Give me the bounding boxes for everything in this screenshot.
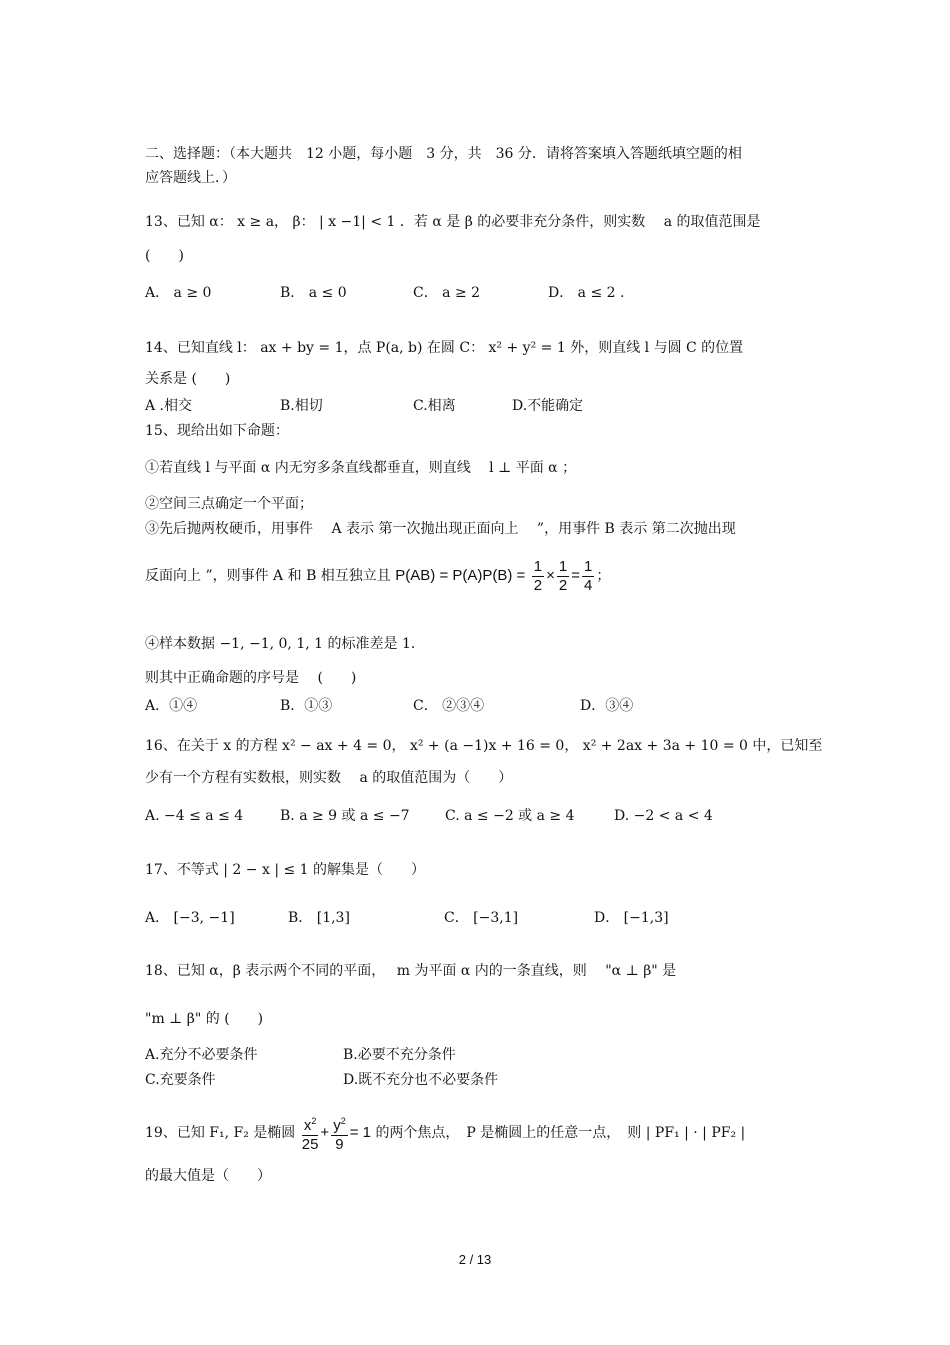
q14-stem: 14、已知直线 l： ax + by = 1，点 P(a, b) 在圆 C： x² + y² = 1 外，则直线 l 与圆 C 的位置 <box>145 340 744 356</box>
q15-option-c: C． ②③④ <box>413 698 485 714</box>
q15-ask: 则其中正确命题的序号是 ( ) <box>145 670 357 686</box>
q19-pre: 19、已知 F₁, F₂ 是椭圆 <box>145 1125 296 1141</box>
q17-stem: 17、不等式 | 2 − x | ≤ 1 的解集是（ ） <box>145 862 426 878</box>
q13-option-d: D． a ≤ 2 . <box>548 285 625 301</box>
q15-proposition-4: ④样本数据 −1, −1, 0, 1, 1 的标准差是 1． <box>145 636 425 652</box>
q14-option-a: A .相交 <box>145 398 193 414</box>
q16-option-c: C. a ≤ −2 或 a ≥ 4 <box>445 808 575 824</box>
q16-option-b: B. a ≥ 9 或 a ≤ −7 <box>280 808 410 824</box>
q16-stem: 16、在关于 x 的方程 x² − ax + 4 = 0， x² + (a −1)x + 16 = 0， x² + 2ax + 3a + 10 = 0 中，已知至 <box>145 738 823 754</box>
q15-option-a: A．①④ <box>145 698 198 714</box>
section-header-line2: 应答题线上．） <box>145 170 236 186</box>
q16-line2: 少有一个方程有实数根，则实数 a 的取值范围为（ ） <box>145 770 513 786</box>
q15-stem: 15、现给出如下命题： <box>145 423 289 439</box>
q17-option-a: A． [−3, −1] <box>145 910 235 926</box>
q14-line2: 关系是 ( ) <box>145 371 231 387</box>
q14-option-c: C.相离 <box>413 398 456 414</box>
q14-option-d: D.不能确定 <box>512 398 584 414</box>
q18-option-c: C.充要条件 <box>145 1072 216 1088</box>
q16-option-d: D. −2 < a < 4 <box>614 808 713 824</box>
q14-option-b: B.相切 <box>280 398 323 414</box>
q13-paren: ( ) <box>145 248 184 264</box>
q19-line2: 的最大值是（ ） <box>145 1168 271 1184</box>
q15-p3b-formula: P(AB) = P(A)P(B) = <box>395 567 526 584</box>
q17-option-b: B． [1,3] <box>288 910 350 926</box>
q15-option-b: B．①③ <box>280 698 333 714</box>
q19-post: 的两个焦点， P 是椭圆上的任意一点， 则 | PF₁ | · | PF₂ | <box>375 1125 746 1141</box>
q15-proposition-3a: ③先后抛两枚硬币，用事件 A 表示 第一次抛出现正面向上 ”，用事件 B 表示 第二次抛出现 <box>145 521 736 537</box>
q17-option-c: C． [−3,1] <box>444 910 519 926</box>
q18-option-b: B.必要不充分条件 <box>343 1047 456 1063</box>
page-number: 2 / 13 <box>458 1252 492 1267</box>
q15-option-d: D．③④ <box>580 698 634 714</box>
fraction-x2-over-25: $\frac{x^2}{25}$ <box>302 1112 319 1154</box>
q13-option-a: A． a ≥ 0 <box>145 285 212 301</box>
q18-stem: 18、已知 α，β 表示两个不同的平面， m 为平面 α 内的一条直线，则 "α ⊥ β" 是 <box>145 963 677 979</box>
q15-proposition-1: ①若直线 l 与平面 α 内无穷多条直线都垂直，则直线 l ⊥ 平面 α ； <box>145 460 577 476</box>
q13-option-c: C． a ≥ 2 <box>413 285 481 301</box>
section-header-line1: 二、选择题：（本大题共 12 小题，每小题 3 分，共 36 分．请将答案填入答题纸填空题的相 <box>145 146 742 162</box>
q13-option-b: B． a ≤ 0 <box>280 285 347 301</box>
fraction-half-2: $\frac{1}{2}$ <box>558 557 568 594</box>
q16-option-a: A. −4 ≤ a ≤ 4 <box>145 808 244 824</box>
fraction-half-1: $\frac{1}{2}$ <box>533 557 543 594</box>
fraction-quarter: $\frac{1}{4}$ <box>583 557 593 594</box>
q15-proposition-3b: 反面向上 ”，则事件 A 和 B 相互独立且 P(AB) = P(A)P(B) = $\frac{1}{2}$ × $\frac{1}{2}$ = $\frac{1}{4}$ ； <box>145 557 611 594</box>
q15-proposition-2: ②空间三点确定一个平面； <box>145 496 313 512</box>
q17-option-d: D． [−1,3] <box>594 910 669 926</box>
fraction-y2-over-9: $\frac{y^2}{9}$ <box>331 1112 348 1154</box>
q18-line2: "m ⊥ β" 的 ( ) <box>145 1011 264 1027</box>
q18-option-a: A.充分不必要条件 <box>145 1047 258 1063</box>
q13-stem: 13、已知 α： x ≥ a， β： | x −1| < 1 ．若 α 是 β 的必要非充分条件，则实数 a 的取值范围是 <box>145 214 761 230</box>
q19-stem: 19、已知 F₁, F₂ 是椭圆 $\frac{x^2}{25}$ + $\frac{y^2}{9}$ = 1 的两个焦点， P 是椭圆上的任意一点， 则 | PF₁ | · | PF₂ | <box>145 1112 745 1154</box>
q15-p3b-text: 反面向上 ”，则事件 A 和 B 相互独立且 <box>145 568 391 584</box>
q18-option-d: D.既不充分也不必要条件 <box>343 1072 499 1088</box>
